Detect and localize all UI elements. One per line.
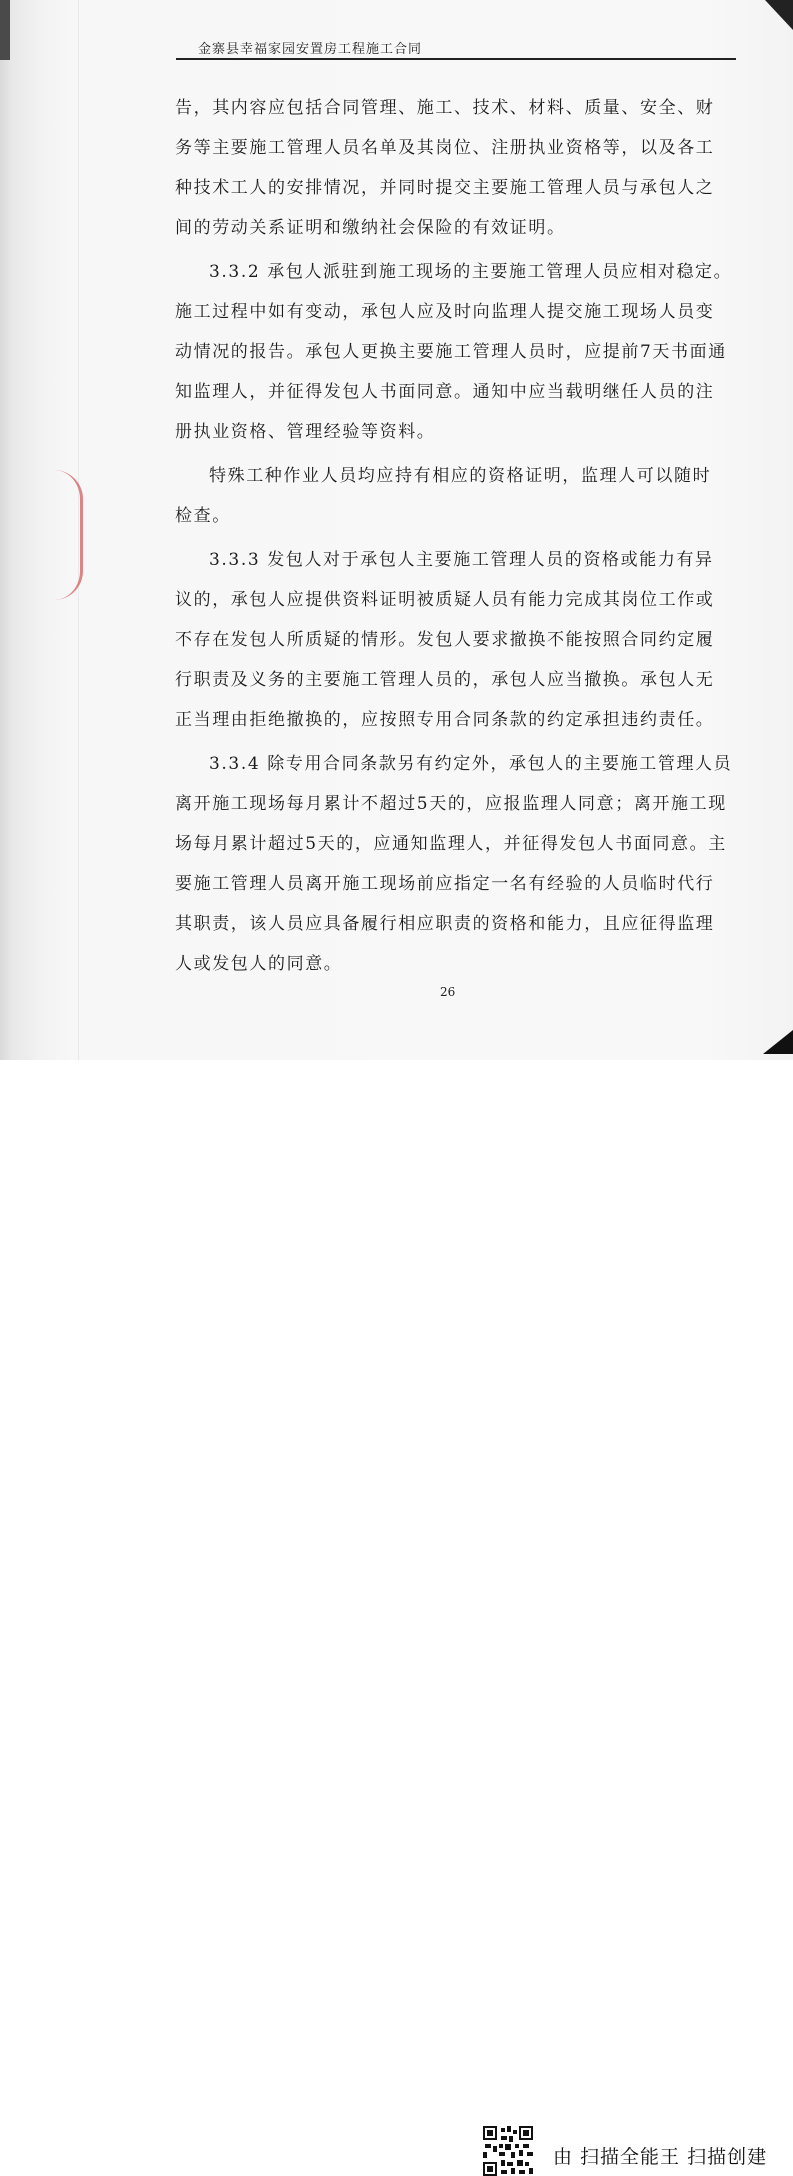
scan-shadow-bottom <box>763 1030 793 1054</box>
paragraph <box>175 744 745 984</box>
scan-shadow-right <box>765 0 793 30</box>
text-line: 特殊工种作业人员均应持有相应的资格证明，监理人可以随时 <box>209 466 712 486</box>
text-line: 正当理由拒绝撤换的，应按照专用合同条款的约定承担违约责任。 <box>175 710 715 730</box>
text-line: 种技术工人的安排情况，并同时提交主要施工管理人员与承包人之 <box>175 178 715 198</box>
text-line: 3.3.2 承包人派驻到施工现场的主要施工管理人员应相对稳定。 <box>209 262 733 282</box>
text-line: 知监理人，并征得发包人书面同意。通知中应当载明继任人员的注 <box>175 382 715 402</box>
text-line: 人或发包人的同意。 <box>175 954 343 974</box>
text-line: 3.3.4 除专用合同条款另有约定外，承包人的主要施工管理人员 <box>209 754 733 774</box>
scan-shadow-left <box>0 0 10 60</box>
scanner-watermark: 由 扫描全能王 扫描创建 <box>553 2146 768 2168</box>
text-line: 间的劳动关系证明和缴纳社会保险的有效证明。 <box>175 218 566 238</box>
text-line: 动情况的报告。承包人更换主要施工管理人员时，应提前7天书面通 <box>175 342 727 362</box>
text-line: 务等主要施工管理人员名单及其岗位、注册执业资格等，以及各工 <box>175 138 715 158</box>
paragraph <box>175 456 745 536</box>
qr-code-icon <box>483 2126 533 2176</box>
text-line: 告，其内容应包括合同管理、施工、技术、材料、质量、安全、财 <box>175 98 715 118</box>
red-seal-stamp <box>54 470 83 600</box>
header-title: 金寨县幸福家园安置房工程施工合同 <box>198 42 423 57</box>
scanner-footer <box>0 1060 793 2168</box>
text-line: 离开施工现场每月累计不超过5天的，应报监理人同意；离开施工现 <box>175 794 727 814</box>
paragraph <box>175 252 745 452</box>
contract-body <box>175 88 745 984</box>
page-header <box>176 18 736 60</box>
text-line: 不存在发包人所质疑的情形。发包人要求撤换不能按照合同约定履 <box>175 630 715 650</box>
text-line: 其职责，该人员应具备履行相应职责的资格和能力，且应征得监理 <box>175 914 715 934</box>
page-number: 26 <box>440 985 456 999</box>
text-line: 3.3.3 发包人对于承包人主要施工管理人员的资格或能力有异 <box>209 550 714 570</box>
text-line: 行职责及义务的主要施工管理人员的，承包人应当撤换。承包人无 <box>175 670 715 690</box>
paragraph <box>175 540 745 740</box>
text-line: 议的，承包人应提供资料证明被质疑人员有能力完成其岗位工作或 <box>175 590 715 610</box>
text-line: 施工过程中如有变动，承包人应及时向监理人提交施工现场人员变 <box>175 302 715 322</box>
text-line: 册执业资格、管理经验等资料。 <box>175 422 436 442</box>
text-line: 要施工管理人员离开施工现场前应指定一名有经验的人员临时代行 <box>175 874 715 894</box>
scanned-page <box>0 0 793 1060</box>
paragraph <box>175 88 745 248</box>
text-line: 检查。 <box>175 506 231 526</box>
text-line: 场每月累计超过5天的，应通知监理人，并征得发包人书面同意。主 <box>175 834 727 854</box>
